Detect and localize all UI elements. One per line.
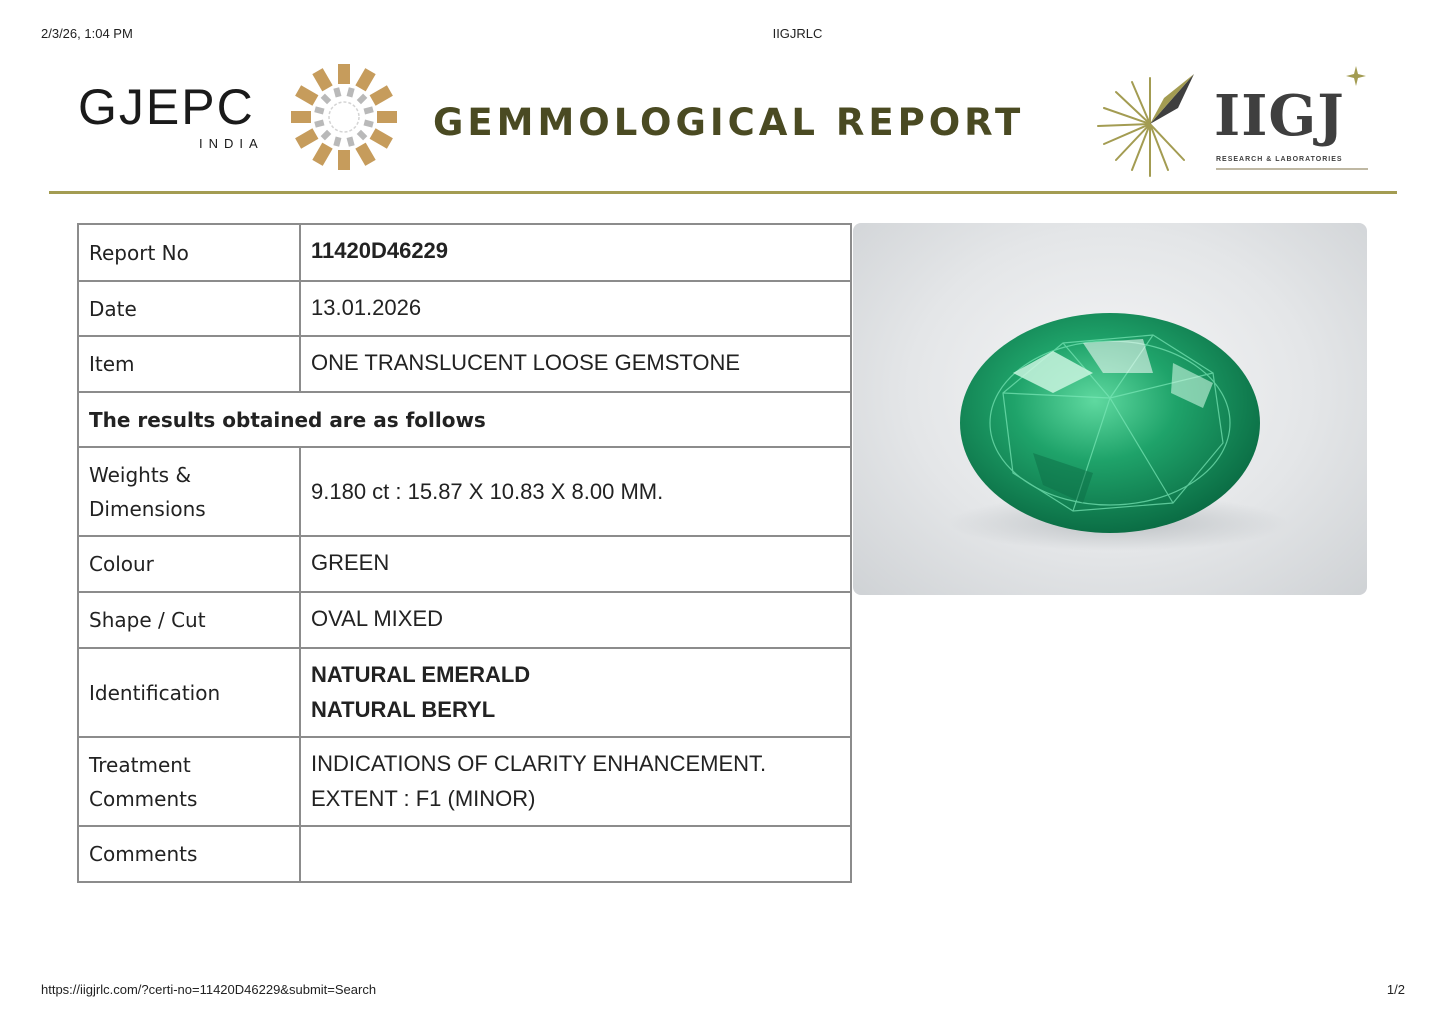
treatment-label [78, 737, 300, 826]
iigj-logo-text: IIGJ [1214, 83, 1345, 149]
identification-label: Identification [78, 648, 300, 737]
colour-label: Colour [78, 536, 300, 592]
gemstone-photo [853, 223, 1367, 595]
gjepc-emblem-icon [290, 62, 398, 172]
print-header [0, 26, 1445, 44]
iigj-logo-subtext: RESEARCH & LABORATORIES [1216, 156, 1343, 163]
print-page-title: IIGJRLC [772, 26, 823, 41]
starburst-icon [1094, 68, 1206, 180]
page-url: https://iigjrlc.com/?certi-no=11420D46229&submit=Search [41, 982, 377, 997]
treatment-value [300, 737, 851, 826]
shape-label: Shape / Cut [78, 592, 300, 648]
table-row [78, 392, 851, 447]
table-row [78, 536, 851, 592]
results-heading: The results obtained are as follows [78, 392, 851, 447]
colour-value: GREEN [300, 536, 851, 592]
table-row [78, 336, 851, 392]
date-value: 13.01.2026 [300, 281, 851, 336]
identification-value-line1: NATURAL EMERALD [311, 662, 531, 687]
iigj-logo [1094, 64, 1374, 182]
gjepc-logo [78, 62, 398, 174]
table-row [78, 648, 851, 737]
page-number: 1/2 [1386, 982, 1405, 997]
table-row [78, 737, 851, 826]
item-value: ONE TRANSLUCENT LOOSE GEMSTONE [300, 336, 851, 392]
header-divider [49, 191, 1397, 194]
table-row [78, 592, 851, 648]
treatment-value-line2: EXTENT : F1 (MINOR) [311, 786, 536, 811]
weights-value: 9.180 ct : 15.87 X 10.83 X 8.00 MM. [300, 447, 851, 536]
print-date-time: 2/3/26, 1:04 PM [41, 26, 133, 41]
gjepc-logo-subtext: INDIA [199, 136, 264, 151]
emerald-gem-icon [853, 223, 1367, 595]
date-label: Date [78, 281, 300, 336]
report-details-table [77, 223, 852, 883]
treatment-label-line2: Comments [89, 786, 198, 811]
weights-label-line2: Dimensions [89, 496, 206, 521]
report-title: GEMMOLOGICAL REPORT [433, 101, 1025, 144]
report-no-value: 11420D46229 [300, 224, 851, 281]
table-row [78, 281, 851, 336]
star-icon [1346, 66, 1366, 86]
table-row [78, 826, 851, 882]
identification-value-line2: NATURAL BERYL [311, 697, 496, 722]
weights-label-line1: Weights & [89, 462, 192, 487]
treatment-label-line1: Treatment [89, 752, 191, 777]
treatment-value-line1: INDICATIONS OF CLARITY ENHANCEMENT. [311, 751, 767, 776]
comments-value [300, 826, 851, 882]
table-row [78, 447, 851, 536]
item-label: Item [78, 336, 300, 392]
report-no-label: Report No [78, 224, 300, 281]
table-row [78, 224, 851, 281]
iigj-logo-underline [1216, 168, 1368, 170]
gjepc-logo-text: GJEPC [78, 79, 255, 135]
shape-value: OVAL MIXED [300, 592, 851, 648]
weights-label [78, 447, 300, 536]
comments-label: Comments [78, 826, 300, 882]
identification-value [300, 648, 851, 737]
